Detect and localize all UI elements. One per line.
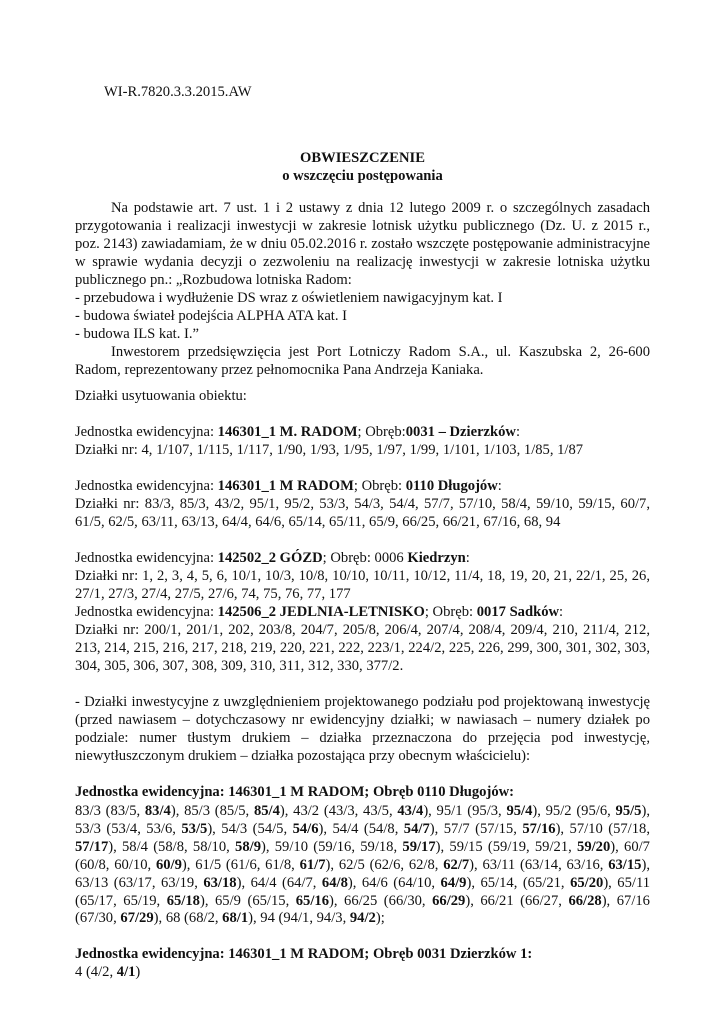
scope-item: - przebudowa i wydłużenie DS wraz z oświetleniem nawigacyjnym kat. I — [75, 290, 503, 306]
plot-text: ), 65/14, (65/21, — [466, 874, 571, 891]
plot-numbers — [75, 622, 650, 676]
plot-text: ), 54/4 (54/8, — [318, 820, 404, 837]
unit-label: Jednostka ewidencyjna: — [75, 550, 218, 566]
scope-item: - budowa świateł podejścia ALPHA ATA kat. I — [75, 307, 348, 324]
plot-to-acquire: 85/4 — [253, 803, 280, 819]
unit-heading: Jednostka ewidencyjna: 142506_2 JEDLNIA-LETNISKO; Obręb: 0017 Sadków: — [75, 604, 564, 620]
plot-text: ), 95/1 (95/3, — [423, 803, 507, 819]
section-heading-dzierzkow: Jednostka ewidencyjna: 146301_1 M RADOM; Obręb 0031 Dzierzków 1: — [75, 946, 533, 962]
plot-to-acquire: 64/8 — [321, 874, 348, 891]
plot-text: ), 53/3 (53/4, 53/6, — [75, 803, 650, 837]
plot-text: ), 64/6 (64/10, — [347, 874, 441, 891]
plot-text: ), 65/9 (65/15, — [199, 892, 296, 909]
plot-to-acquire: 57/16 — [522, 820, 556, 837]
document-title: OBWIESZCZENIE — [300, 150, 425, 166]
plot-to-acquire: 95/4 — [506, 803, 533, 819]
plot-to-acquire: 54/7 — [403, 820, 430, 837]
plot-text: ), 59/10 (59/16, 59/18, — [261, 838, 403, 855]
plot-text: ), 60/7 (60/8, 60/10, — [75, 838, 650, 873]
precinct-name: 0110 Długojów — [402, 478, 498, 494]
division-details-dzierzkow — [75, 964, 650, 982]
plot-before-division: 4 (4/2, — [75, 964, 117, 980]
plot-to-acquire: 54/6 — [292, 820, 319, 837]
plot-numbers — [75, 496, 650, 532]
precinct-label: Obręb: — [330, 550, 371, 566]
plot-to-acquire: 4/1 — [116, 964, 136, 980]
unit-entry-gozd-kiedrzyn — [75, 550, 650, 604]
plot-to-acquire: 66/29 — [432, 892, 466, 909]
closing-paren: ) — [135, 964, 141, 980]
investor-paragraph: Inwestorem przedsięwzięcia jest Port Lotniczy Radom S.A., ul. Kaszubska 2, 26-600 Radom, reprezentowany przez pełnomocnika Pana Andrzeja Kaniaka. — [75, 344, 650, 378]
plot-text: ), 67/16 (67/30, — [75, 892, 650, 927]
unit-entry-radom-dlugojow — [75, 478, 650, 532]
plots-header: Działki usytuowania obiektu: — [75, 388, 247, 404]
plots-label: Działki nr: — [75, 567, 139, 584]
unit-entry-jedlnia-sadkow — [75, 604, 650, 676]
plot-text: ), 63/11 (63/14, 63/16, — [469, 856, 609, 873]
plot-text: ), 85/3 (85/5, — [170, 803, 254, 819]
plot-text: ), 66/25 (66/30, — [329, 892, 433, 909]
plot-text: ), 65/11 (65/17, 65/19, — [75, 874, 650, 909]
plot-text: ), 58/4 (58/8, 58/10, — [108, 838, 236, 855]
plots-value: 1, 2, 3, 4, 5, 6, 10/1, 10/3, 10/8, 10/10, 10/11, 10/12, 11/4, 18, 19, 20, 21, 22/1, 25, 26, 27/1, 27/3, 27/4, 27/5, 27/6, 74, 75, 76, 77, 177 — [75, 567, 650, 602]
plot-text: ), 66/21 (66/27, — [465, 892, 569, 909]
precinct-name: 0031 – Dzierzków — [405, 424, 516, 440]
scope-list — [75, 290, 650, 344]
plots-value: 4, 1/107, 1/115, 1/117, 1/90, 1/93, 1/95, 1/97, 1/99, 1/101, 1/103, 1/85, 1/87 — [137, 441, 584, 458]
plot-text: ), 94 (94/1, 94/3, — [248, 910, 350, 927]
precinct-name: Kiedrzyn — [407, 550, 466, 566]
plots-value: 83/3, 85/3, 43/2, 95/1, 95/2, 53/3, 54/3, 54/4, 57/7, 57/10, 58/4, 59/10, 59/15, 60/7, 61/5, 62/5, 63/11, 63/13, 64/4, 64/6, 65/14, 65/11, 65/9, 66/25, 66/21, 67/16, 68, 94 — [75, 495, 650, 530]
plots-label: Działki nr: — [75, 621, 140, 638]
plot-to-acquire: 63/18 — [203, 874, 237, 891]
plot-text: ); — [375, 910, 385, 927]
plot-to-acquire: 63/15 — [608, 856, 642, 873]
plot-text: ), 43/2 (43/3, 43/5, — [279, 803, 398, 819]
plot-to-acquire: 65/20 — [570, 874, 604, 891]
plots-label: Działki nr: — [75, 441, 138, 458]
precinct-label: Obręb: — [432, 604, 474, 620]
plot-to-acquire: 43/4 — [397, 803, 424, 819]
precinct-label: Obręb: — [361, 478, 403, 494]
plot-to-acquire: 66/28 — [568, 892, 602, 909]
plots-value: 200/1, 201/1, 202, 203/8, 204/7, 205/8, 206/4, 207/4, 208/4, 209/4, 210, 211/4, 212, 213, 214, 215, 216, 217, 218, 219, 220, 221, 222, 223/1, 224/2, 225, 226, 299, 300, 301, 302, 303, 304, 305, 306, 307, 308, 309, 310, 311, 312, 330, 377/2. — [75, 621, 650, 674]
plot-text: ), 62/5 (62/6, 62/8, — [325, 856, 444, 873]
unit-heading: Jednostka ewidencyjna: 142502_2 GÓZD; Obręb: 0006 Kiedrzyn: — [75, 550, 470, 566]
precinct-label: Obręb: — [365, 424, 406, 440]
plot-to-acquire: 65/16 — [295, 892, 329, 909]
scope-item: - budowa ILS kat. I.” — [75, 325, 200, 342]
plot-to-acquire: 94/2 — [349, 910, 376, 927]
plot-to-acquire: 95/5 — [615, 803, 642, 819]
unit-entry-radom-dzierzkow — [75, 424, 650, 460]
unit-label: Jednostka ewidencyjna: — [75, 604, 218, 620]
plot-to-acquire: 57/17 — [75, 838, 109, 855]
separator: ; — [357, 424, 366, 440]
unit-name: 142502_2 GÓZD — [217, 550, 323, 566]
plot-to-acquire: 58/9 — [235, 838, 261, 855]
plot-numbers — [75, 442, 650, 460]
plot-to-acquire: 60/9 — [155, 856, 182, 873]
plot-to-acquire: 83/4 — [144, 803, 171, 819]
plot-to-acquire: 68/1 — [222, 910, 249, 927]
plot-text: ), 54/3 (54/5, — [207, 820, 293, 837]
unit-heading: Jednostka ewidencyjna: 146301_1 M. RADOM; Obręb:0031 – Dzierzków: — [75, 424, 521, 440]
section-heading-dlugojow: Jednostka ewidencyjna: 146301_1 M RADOM; Obręb 0110 Długojów: — [75, 784, 515, 800]
case-reference: WI-R.7820.3.3.2015.AW — [104, 84, 252, 100]
document-subtitle: o wszczęciu postępowania — [282, 168, 443, 184]
plot-to-acquire: 59/17 — [402, 838, 436, 855]
plot-to-acquire: 67/29 — [120, 910, 154, 927]
plot-to-acquire: 62/7 — [443, 856, 470, 873]
precinct-number: 0006 — [370, 550, 408, 566]
plots-label: Działki nr: — [75, 495, 140, 512]
plot-text: ), 95/2 (95/6, — [532, 803, 616, 819]
plot-text: ), 64/4 (64/7, — [236, 874, 322, 891]
unit-name: 142506_2 JEDLNIA-LETNISKO — [217, 604, 425, 620]
plot-to-acquire: 59/20 — [577, 838, 611, 855]
plot-to-acquire: 53/5 — [181, 820, 208, 837]
unit-label: Jednostka ewidencyjna: — [75, 478, 218, 494]
plot-text: ), 59/15 (59/19, 59/21, — [435, 838, 578, 855]
plot-to-acquire: 65/18 — [166, 892, 200, 909]
plot-numbers — [75, 568, 650, 604]
plot-to-acquire: 61/7 — [299, 856, 326, 873]
unit-name: 146301_1 M. RADOM — [217, 424, 358, 440]
unit-name: 146301_1 M RADOM — [217, 478, 354, 494]
precinct-name: 0017 Sadków — [473, 604, 560, 620]
division-note: - Działki inwestycyjne z uwzględnieniem projektowanego podziału pod projektowaną inwestycję (przed nawiasem – dotychczasowy nr ewidencyjny działki; w nawiasach – numery działek po podziale: numer tłustym drukiem – działka przeznaczona do przejęcia pod inwestycję, niewytłuszczonym drukiem – działka pozostająca przy obecnym właścicielu): — [75, 694, 650, 764]
plot-text: ), 57/7 (57/15, — [429, 820, 523, 837]
plot-text: ), 57/10 (57/18, — [555, 820, 650, 837]
unit-heading: Jednostka ewidencyjna: 146301_1 M RADOM; Obręb: 0110 Długojów: — [75, 478, 502, 494]
intro-paragraph: Na podstawie art. 7 ust. 1 i 2 ustawy z dnia 12 lutego 2009 r. o szczególnych zasadach przygotowania i realizacji inwestycji w zakresie lotnisk użytku publicznego (Dz. U. z 2015 r., poz. 2143) zawiadamiam, że w dniu 05.02.2016 r. zostało wszczęte postępowanie administracyjne w sprawie wydania decyzji o zezwoleniu na realizację inwestycji w zakresie lotniska użytku publicznego pn.: „Rozbudowa lotniska Radom: — [75, 200, 650, 288]
division-details-dlugojow — [75, 803, 650, 928]
plot-text: ), 68 (68/2, — [153, 910, 223, 927]
plot-to-acquire: 64/9 — [440, 874, 467, 891]
plot-text: ), 63/13 (63/17, 63/19, — [75, 856, 650, 891]
unit-label: Jednostka ewidencyjna: — [75, 424, 218, 440]
plot-text: ), 61/5 (61/6, 61/8, — [181, 856, 300, 873]
plot-text: 83/3 (83/5, — [75, 803, 145, 819]
